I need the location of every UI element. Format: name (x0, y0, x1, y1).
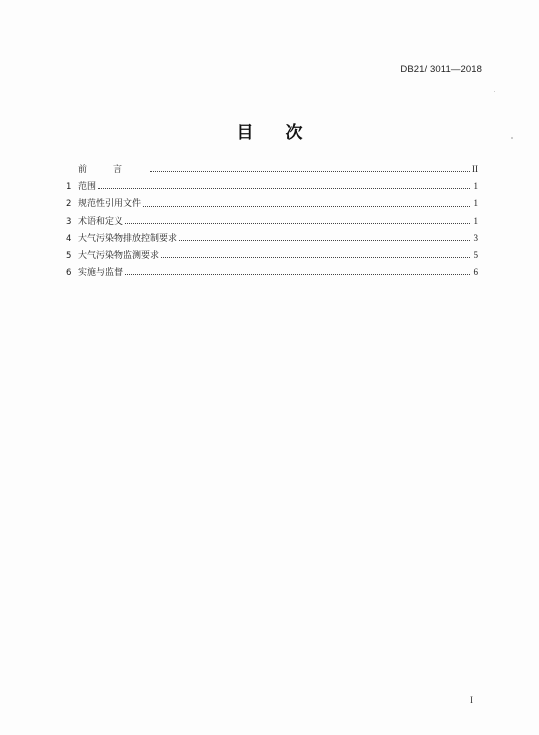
toc-entry-monitoring[interactable] (66, 248, 478, 265)
table-of-contents (66, 162, 478, 282)
toc-entry-number: 4 (66, 233, 72, 244)
toc-entry-label: 术语和定义 (78, 216, 124, 227)
toc-entry-page: 6 (473, 267, 478, 278)
leader-dots (125, 223, 470, 224)
toc-entry-label: 大气污染物监测要求 (78, 250, 160, 261)
toc-entry-label: 规范性引用文件 (78, 199, 142, 210)
toc-entry-page: 3 (473, 232, 478, 243)
toc-entry-implementation[interactable] (66, 265, 478, 282)
leader-dots (143, 206, 470, 207)
toc-entry-number: 6 (66, 268, 72, 279)
toc-entry-page: 1 (473, 181, 478, 192)
toc-entry-emission-control[interactable] (66, 231, 478, 248)
toc-entry-page: II (472, 164, 478, 174)
toc-entry-page: 5 (473, 249, 478, 260)
toc-entry-page: 1 (473, 215, 478, 226)
toc-entry-label: 实施与监督 (78, 268, 124, 279)
leader-dots (161, 257, 470, 258)
toc-entry-number: 5 (66, 250, 72, 261)
scan-speck (511, 137, 513, 139)
toc-entry-page: 1 (473, 198, 478, 209)
toc-entry-normative-references[interactable] (66, 196, 478, 213)
toc-entry-label: 前言 (78, 165, 149, 175)
leader-dots (125, 274, 470, 275)
leader-dots (150, 171, 470, 172)
document-code: DB21/ 3011—2018 (400, 64, 482, 75)
toc-entry-number: 2 (66, 199, 72, 210)
toc-entry-number: 3 (66, 216, 72, 227)
toc-entry-scope[interactable] (66, 179, 478, 196)
toc-entry-label: 大气污染物排放控制要求 (78, 233, 178, 244)
toc-entry-terms-definitions[interactable] (66, 214, 478, 231)
leader-dots (98, 188, 470, 189)
page-number: I (470, 695, 473, 705)
page-title: 目次 (236, 123, 335, 143)
scan-speck (494, 91, 495, 92)
leader-dots (179, 240, 470, 241)
toc-entry-number: 1 (66, 182, 72, 193)
toc-entry-label: 范围 (78, 182, 97, 193)
toc-entry-foreword[interactable] (66, 162, 478, 179)
